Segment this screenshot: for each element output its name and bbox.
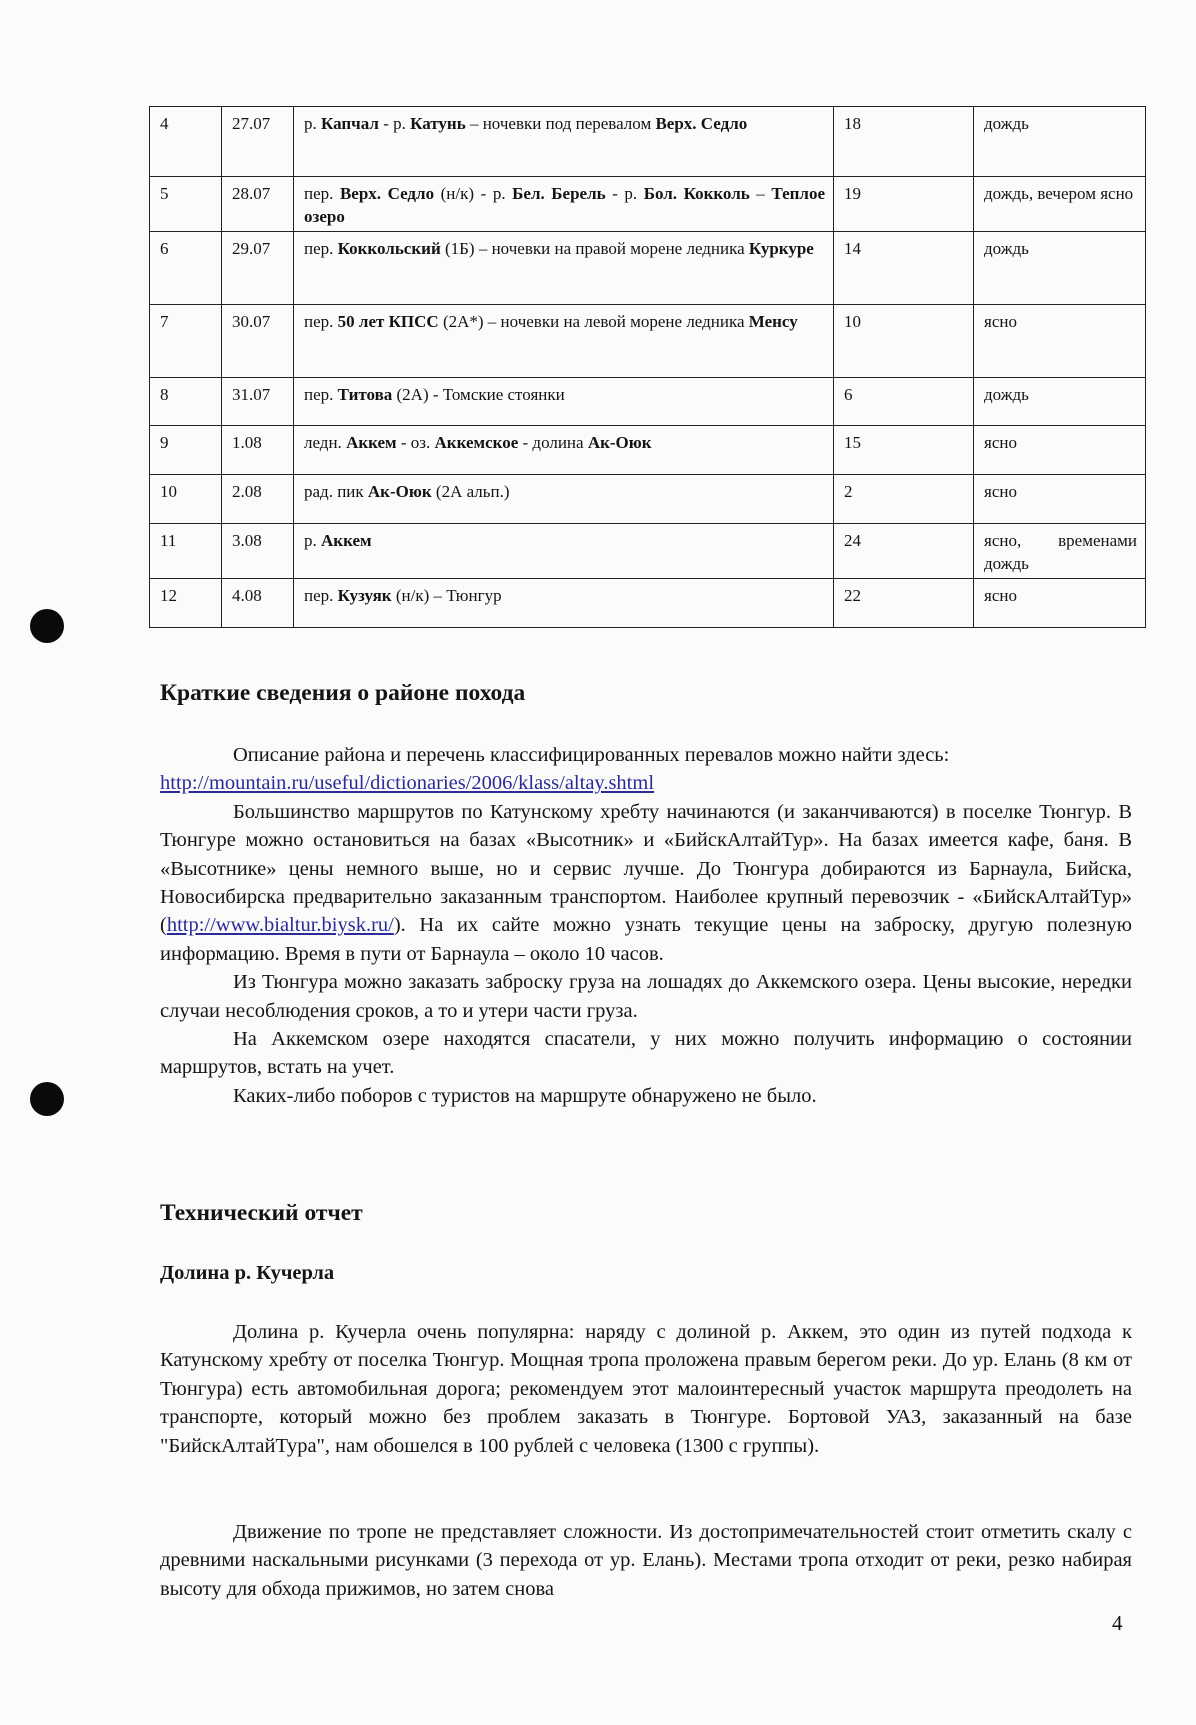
table-row — [150, 524, 1146, 579]
date-cell: 2.08 — [222, 475, 294, 524]
paragraph: Движение по тропе не представляет сложности. Из достопримечательностей стоит отметить скалу с древними наскальными рисунками (3 перехода от ур. Елань). Местами тропа отходит от реки, резко набирая высоту для обхода прижимов, но затем снова — [160, 1521, 1132, 1600]
route-cell: пер. 50 лет КПСС (2А*) – ночевки на левой морене ледника Менсу — [294, 305, 834, 378]
paragraph — [160, 769, 1132, 797]
route-cell: р. Аккем — [294, 524, 834, 579]
distance-cell: 22 — [834, 579, 974, 628]
weather-cell: ясно — [974, 305, 1146, 378]
subsection-title: Долина р. Кучерла — [160, 1262, 335, 1284]
route-cell: ледн. Аккем - оз. Аккемское - долина Ак-Оюк — [294, 426, 834, 475]
day-cell: 8 — [150, 378, 222, 426]
table-row — [150, 107, 1146, 177]
table-row — [150, 177, 1146, 232]
date-cell: 28.07 — [222, 177, 294, 232]
area-description — [160, 741, 1132, 1110]
distance-cell: 6 — [834, 378, 974, 426]
day-cell: 5 — [150, 177, 222, 232]
date-cell: 27.07 — [222, 107, 294, 177]
weather-cell: ясно — [974, 475, 1146, 524]
weather-cell: ясно — [974, 579, 1146, 628]
table-row — [150, 305, 1146, 378]
weather-cell: дождь — [974, 378, 1146, 426]
day-cell: 11 — [150, 524, 222, 579]
page-number: 4 — [1112, 1611, 1123, 1635]
route-cell: пер. Коккольский (1Б) – ночевки на правой морене ледника Куркуре — [294, 232, 834, 305]
punch-hole-top — [30, 609, 64, 643]
distance-cell: 15 — [834, 426, 974, 475]
kucherla-paragraph-1 — [160, 1318, 1132, 1460]
date-cell: 4.08 — [222, 579, 294, 628]
punch-hole-bottom — [30, 1082, 64, 1116]
table-row — [150, 579, 1146, 628]
distance-cell: 2 — [834, 475, 974, 524]
paragraph: На Аккемском озере находятся спасатели, у них можно получить информацию о состоянии маршрутов, встать на учет. — [160, 1028, 1132, 1079]
distance-cell: 19 — [834, 177, 974, 232]
date-cell: 1.08 — [222, 426, 294, 475]
route-cell: пер. Верх. Седло (н/к) - р. Бел. Берель - р. Бол. Кокколь – Теплое озеро — [294, 177, 834, 232]
route-cell: рад. пик Ак-Оюк (2А альп.) — [294, 475, 834, 524]
day-cell: 7 — [150, 305, 222, 378]
table-row — [150, 378, 1146, 426]
weather-cell: дождь — [974, 107, 1146, 177]
route-cell: пер. Кузуяк (н/к) – Тюнгур — [294, 579, 834, 628]
mountain-ru-link[interactable]: http://mountain.ru/useful/dictionaries/2006/klass/altay.shtml — [160, 772, 655, 795]
table-row — [150, 426, 1146, 475]
paragraph: Описание района и перечень классифицированных перевалов можно найти здесь: — [233, 744, 950, 766]
day-cell: 4 — [150, 107, 222, 177]
kucherla-paragraph-2 — [160, 1518, 1132, 1603]
date-cell: 29.07 — [222, 232, 294, 305]
day-cell: 12 — [150, 579, 222, 628]
distance-cell: 18 — [834, 107, 974, 177]
bialtur-link[interactable]: http://www.bialtur.biysk.ru/ — [166, 914, 394, 937]
paragraph: Долина р. Кучерла очень популярна: наряду с долиной р. Аккем, это один из путей подхода к Катунскому хребту от поселка Тюнгур. Мощная тропа проложена правым берегом реки. До ур. Елань (8 км от Тюнгура) есть автомобильная дорога; рекомендуем этот малоинтересный участок маршрута преодолеть на транспорте, который можно без проблем заказать в Тюнгуре. Бортовой УАЗ, заказанный на базе "БийскАлтайТура", нам обошелся в 100 рублей с человека (1300 с группы). — [160, 1321, 1132, 1457]
paragraph: Большинство маршрутов по Катунскому хребту начинаются (и заканчиваются) в поселке Тюнгур. В Тюнгуре можно остановиться на базах «Высотник» и «БийскАлтайТур». На базах имеется кафе, баня. В «Высотнике» цены немного выше, но и сервис лучше. До Тюнгура добираются из Барнаула, Бийска, Новосибирска предварительно заказанным транспортом. Наиболее крупный перевозчик - «БийскАлтайТур» (http://www.bialtur.biysk.ru/). На их сайте можно узнать текущие цены на заброску, другую полезную информацию. Время в пути от Барнаула – около 10 часов. — [160, 800, 1132, 965]
weather-cell: ясно, временами дождь — [974, 524, 1146, 579]
section-title-technical: Технический отчет — [160, 1200, 363, 1226]
weather-cell: ясно — [974, 426, 1146, 475]
distance-cell: 14 — [834, 232, 974, 305]
route-table — [149, 106, 1146, 628]
table-row — [150, 232, 1146, 305]
weather-cell: дождь — [974, 232, 1146, 305]
date-cell: 30.07 — [222, 305, 294, 378]
day-cell: 10 — [150, 475, 222, 524]
route-cell: пер. Титова (2А) - Томские стоянки — [294, 378, 834, 426]
route-cell: р. Капчал - р. Катунь – ночевки под перевалом Верх. Седло — [294, 107, 834, 177]
paragraph: Из Тюнгура можно заказать заброску груза на лошадях до Аккемского озера. Цены высокие, нередки случаи несоблюдения сроков, а то и утери части груза. — [160, 971, 1132, 1022]
distance-cell: 24 — [834, 524, 974, 579]
day-cell: 9 — [150, 426, 222, 475]
date-cell: 3.08 — [222, 524, 294, 579]
section-title-area: Краткие сведения о районе похода — [160, 680, 526, 706]
day-cell: 6 — [150, 232, 222, 305]
weather-cell: дождь, вечером ясно — [974, 177, 1146, 232]
distance-cell: 10 — [834, 305, 974, 378]
table-row — [150, 475, 1146, 524]
paragraph: Каких-либо поборов с туристов на маршруте обнаружено не было. — [233, 1084, 817, 1107]
date-cell: 31.07 — [222, 378, 294, 426]
